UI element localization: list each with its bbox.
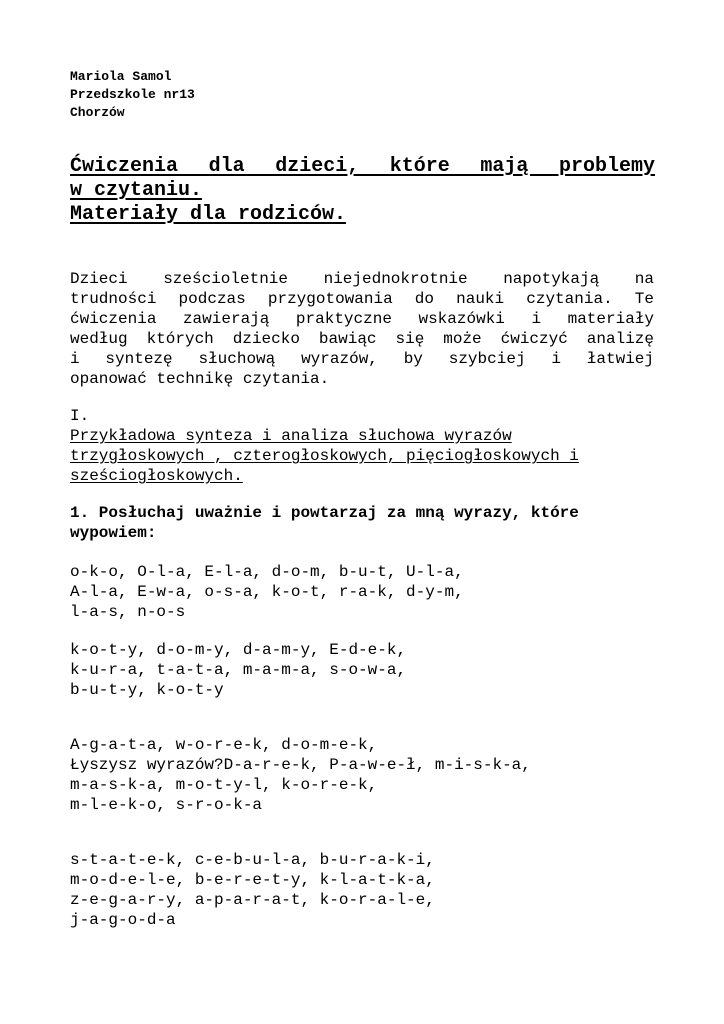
word-line: Łyszysz wyrazów?D-a-r-e-k, P-a-w-e-ł, m-i-s-k-a,	[70, 756, 531, 774]
section-number: I.	[70, 407, 90, 425]
intro-line: Dzieci sześcioletnie niejednokrotnie napotykają na	[70, 270, 654, 288]
word-line: b-u-t-y, k-o-t-y	[70, 681, 224, 699]
title-line-2: w czytaniu.	[70, 179, 203, 202]
word-line: s-t-a-t-e-k, c-e-b-u-l-a, b-u-r-a-k-i,	[70, 851, 435, 869]
word-line: j-a-g-o-d-a	[70, 911, 176, 929]
subtitle-line: trzygłoskowych , czterogłoskowych, pięciogłoskowych i	[70, 447, 579, 465]
word-line: A-g-a-t-a, w-o-r-e-k, d-o-m-e-k,	[70, 736, 378, 754]
author-block	[70, 68, 195, 122]
title-line-1: Ćwiczenia dla dzieci, które mają problemy	[70, 155, 655, 178]
intro-line: i syntezę słuchową wyrazów, by szybciej i łatwiej	[70, 350, 654, 368]
word-line: z-e-g-a-r-y, a-p-a-r-a-t, k-o-r-a-l-e,	[70, 891, 435, 909]
word-line: m-o-d-e-l-e, b-e-r-e-t-y, k-l-a-t-k-a,	[70, 871, 435, 889]
author-institution: Przedszkole nr13	[70, 87, 195, 102]
subtitle-line: sześciogłoskowych.	[70, 467, 243, 485]
word-group-1	[70, 562, 464, 622]
document-title	[70, 155, 655, 227]
word-group-4	[70, 850, 435, 930]
intro-line: trudności podczas przygotowania do nauki czytania. Te	[70, 290, 654, 308]
author-city: Chorzów	[70, 105, 125, 120]
intro-line: według których dziecko bawiąc się może ćwiczyć analizę	[70, 330, 654, 348]
word-line: k-u-r-a, t-a-t-a, m-a-m-a, s-o-w-a,	[70, 661, 407, 679]
intro-line: ćwiczenia zawierają praktyczne wskazówki i materiały	[70, 310, 654, 328]
word-line: k-o-t-y, d-o-m-y, d-a-m-y, E-d-e-k,	[70, 641, 407, 659]
task-instruction	[70, 503, 654, 543]
subtitle-line: Przykładowa synteza i analiza słuchowa wyrazów	[70, 427, 512, 445]
intro-paragraph	[70, 269, 654, 389]
section-subtitle	[70, 426, 579, 486]
word-line: m-l-e-k-o, s-r-o-k-a	[70, 796, 263, 814]
word-line: m-a-s-k-a, m-o-t-y-l, k-o-r-e-k,	[70, 776, 378, 794]
word-line: l-a-s, n-o-s	[70, 603, 186, 621]
task-line: wypowiem:	[70, 524, 157, 542]
word-line: A-l-a, E-w-a, o-s-a, k-o-t, r-a-k, d-y-m,	[70, 583, 464, 601]
word-group-3	[70, 735, 531, 815]
intro-line: opanować technikę czytania.	[70, 370, 330, 388]
word-group-2	[70, 640, 406, 700]
title-line-3: Materiały dla rodziców.	[70, 203, 347, 226]
author-name: Mariola Samol	[70, 69, 172, 84]
task-line: 1. Posłuchaj uważnie i powtarzaj za mną wyrazy, które	[70, 504, 579, 522]
word-line: o-k-o, O-l-a, E-l-a, d-o-m, b-u-t, U-l-a,	[70, 563, 464, 581]
